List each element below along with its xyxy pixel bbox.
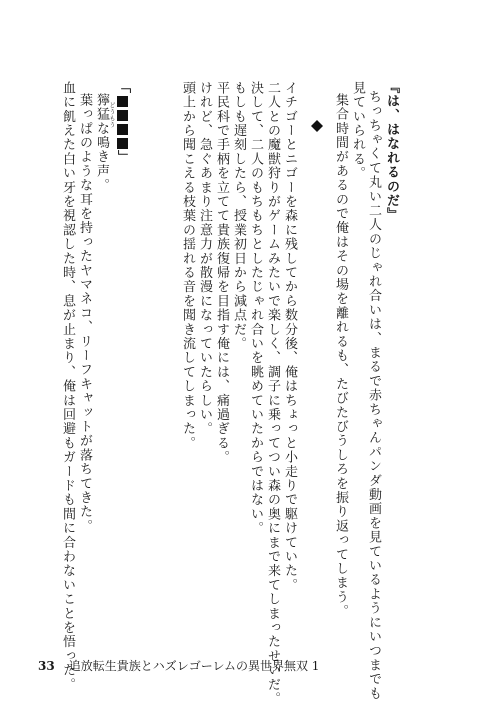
text-column: 葉っぱのような耳を持ったヤマネコ、リーフキャットが落ちてきた。 (77, 93, 92, 534)
text-column: 血に飢えた白い牙を視認した時、息が止まり、俺は回避もガードも間に合わないことを悟った。 (60, 81, 75, 692)
sound-effect-line (115, 80, 129, 164)
ruby-reading: どうもう (108, 102, 115, 128)
text-column: もしも遅刻したら、授業初日から減点だ。 (231, 81, 246, 351)
page-footer (38, 657, 319, 674)
text-column: 決して、二人のもちもちとしたじゃれ合いを眺めていたからではない。 (248, 81, 263, 536)
redaction-block (117, 96, 128, 107)
page-number: 33 (38, 659, 55, 673)
text-column: 獰猛な鳴き声。 (94, 93, 109, 193)
text-column: けれど、急ぐあまり注意力が散漫になっていたらしい。 (197, 81, 212, 436)
text-column: 集合時間があるので俺はその場を離れるも、たびたびうしろを振り返ってしまう。 (333, 93, 348, 619)
redaction-block (117, 138, 128, 149)
redaction-block (117, 124, 128, 135)
text-column: 見ていられる。 (350, 81, 365, 181)
sound-effect-close-bracket: 」 (115, 150, 130, 165)
section-break-diamond-icon (311, 120, 323, 132)
dialogue-line: 『は、はなれるのだ』 (384, 80, 399, 222)
redaction-block (117, 110, 128, 121)
text-column: 二人との魔獣狩りがゲームみたいで楽しく、調子に乗ってつい森の奥にまで来てしまったせいだ。 (265, 81, 280, 706)
book-title: 追放転生貴族とハズレゴーレムの異世界無双 1 (68, 659, 320, 673)
text-column: ちっちゃくて丸い二人のじゃれ合いは、まるで赤ちゃんパンダ動画を見ているようにいつまでも (366, 90, 381, 701)
text-column: 平民科で手柄を立てて貴族復帰を目指す俺には、痛過ぎる。 (214, 81, 229, 465)
text-column: イチゴーとニゴーを森に残してから数分後、俺はちょっと小走りで駆けていた。 (282, 81, 297, 593)
sound-effect-open-bracket: 「 (115, 80, 130, 95)
text-column: 頭上から聞こえる枝葉の揺れる音を聞き流してしまった。 (180, 81, 195, 451)
